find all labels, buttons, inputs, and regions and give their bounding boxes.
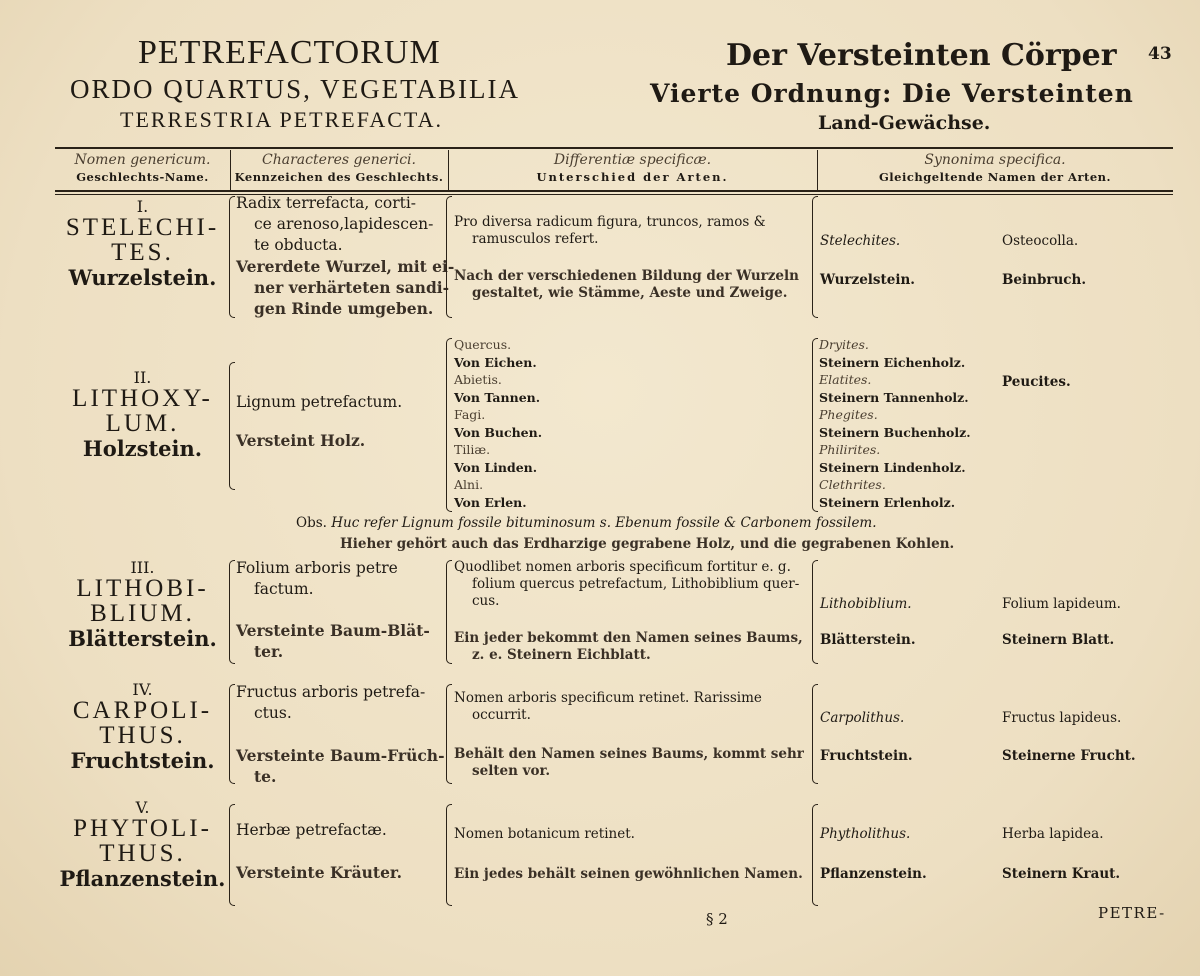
bracket xyxy=(229,804,235,906)
genus-number: II. xyxy=(133,368,152,387)
column-header-german: Gleichgeltende Namen der Arten. xyxy=(878,170,1112,184)
synonym-german-alt: Steinern Blatt. xyxy=(1002,632,1115,648)
column-header-nomen xyxy=(55,152,230,186)
text-line: Nomen arboris specificum retinet. Rarissime xyxy=(454,690,762,706)
text-line: Quodlibet nomen arboris specificum fortitur e. g. xyxy=(454,559,791,575)
text-line: Nach der verschiedenen Bildung der Wurzeln xyxy=(454,268,799,284)
synonym-latin-alt: Peucites. xyxy=(1002,374,1071,390)
list-item-latin: Tiliæ. xyxy=(454,442,491,457)
bracket xyxy=(812,338,818,512)
genus-name: CARPOLI- xyxy=(72,697,213,724)
characters-latin: Lignum petrefactum. xyxy=(236,393,403,411)
table-row-genus-4 xyxy=(55,682,230,771)
characters-german: Versteinte Kräuter. xyxy=(236,863,403,882)
characters-german xyxy=(236,745,445,787)
genus-german-name: Fruchtstein. xyxy=(70,748,215,773)
genus-number: III. xyxy=(130,558,155,577)
genus-name: PHYTOLI- xyxy=(73,815,212,842)
table-row-genus-3 xyxy=(55,560,230,649)
observation-lead: Obs. xyxy=(296,515,327,531)
latin-subtitle-2: TERRESTRIA PETREFACTA. xyxy=(120,107,443,132)
list-item-latin: Elatites. xyxy=(819,372,872,387)
differentiae-german xyxy=(454,268,799,302)
text-line: Radix terrefacta, corti- xyxy=(236,194,417,212)
synonym-latin: Carpolithus. xyxy=(820,710,905,726)
bracket xyxy=(812,804,818,906)
characters-latin: Herbæ petrefactæ. xyxy=(236,821,387,839)
differentiae-latin xyxy=(454,690,762,724)
synonym-latin: Phytholithus. xyxy=(820,826,911,842)
list-item-latin: Dryites. xyxy=(819,337,869,352)
column-header-german: Kennzeichen des Geschlechts. xyxy=(234,170,444,184)
characters-latin xyxy=(236,682,425,724)
differentiae-latin xyxy=(454,559,799,610)
text-line: ce arenoso,lapidescen- xyxy=(254,215,434,233)
differentiae-latin xyxy=(454,214,766,248)
bracket xyxy=(446,804,452,906)
column-header-german: Geschlechts-Name. xyxy=(76,170,209,184)
synonym-german: Blätterstein. xyxy=(820,632,916,648)
characters-latin xyxy=(236,558,398,600)
bracket xyxy=(812,196,818,318)
text-line: Versteinte Baum-Früch- xyxy=(236,746,445,765)
list-item-latin: Philirites. xyxy=(819,442,881,457)
text-line: cus. xyxy=(472,593,500,609)
column-header-latin: Characteres generici. xyxy=(262,152,416,168)
text-line: Fructus arboris petrefa- xyxy=(236,683,426,701)
genus-name: LUM. xyxy=(105,410,180,437)
genus-name: STELECHI- xyxy=(65,214,220,241)
text-line: Folium arboris petre xyxy=(236,559,398,577)
genus-german-name: Holzstein. xyxy=(82,436,203,461)
text-line: occurrit. xyxy=(472,707,531,723)
characters-german: Versteint Holz. xyxy=(236,431,366,450)
list-item-latin: Alni. xyxy=(454,477,484,492)
observation-note xyxy=(296,515,877,532)
differentiae-german xyxy=(454,630,803,664)
observation-latin: Huc refer Lignum fossile bituminosum s. Ebenum fossile & Carbonem fossilem. xyxy=(331,515,877,531)
text-line: Vererdete Wurzel, mit ei- xyxy=(236,257,455,276)
text-line: selten vor. xyxy=(472,763,551,779)
species-list xyxy=(454,336,542,511)
header-bottom-rule xyxy=(55,190,1173,192)
german-subtitle: Vierte Ordnung: Die Versteinten xyxy=(650,79,1134,108)
list-item-german: Von Linden. xyxy=(454,459,538,475)
genus-german-name: Pflanzenstein. xyxy=(59,866,226,891)
list-item-german: Von Tannen. xyxy=(454,389,541,405)
genus-name: TES. xyxy=(111,239,174,266)
text-line: te obducta. xyxy=(254,236,343,254)
text-line: ramusculos refert. xyxy=(472,231,599,247)
genus-name: THUS. xyxy=(99,840,186,867)
bracket xyxy=(812,560,818,664)
genus-number: I. xyxy=(136,197,149,216)
synonym-german: Fruchtstein. xyxy=(820,748,913,764)
text-line: te. xyxy=(254,767,277,786)
synonym-german-alt: Beinbruch. xyxy=(1002,272,1087,288)
latin-title: PETREFACTORUM xyxy=(138,34,441,71)
column-header-differentiae xyxy=(448,152,817,186)
characters-latin xyxy=(236,193,433,256)
synonym-latin-alt: Osteocolla. xyxy=(1002,233,1079,249)
table-row-genus-5 xyxy=(55,800,230,889)
list-item-german: Von Buchen. xyxy=(454,424,543,440)
synonym-latin-alt: Herba lapidea. xyxy=(1002,826,1104,842)
text-line: z. e. Steinern Eichblatt. xyxy=(472,647,651,663)
characters-german xyxy=(236,620,430,662)
column-header-latin: Synonima specifica. xyxy=(924,152,1066,168)
list-item-latin: Quercus. xyxy=(454,337,512,352)
text-line: Pro diversa radicum figura, truncos, ramos & xyxy=(454,214,766,230)
catchword: PETRE- xyxy=(1098,904,1166,922)
column-header-synonima xyxy=(817,152,1173,186)
genus-name: LITHOBI- xyxy=(76,575,209,602)
synonym-latin: Lithobiblium. xyxy=(820,596,912,612)
synonym-list xyxy=(819,336,971,511)
table-row-genus-2 xyxy=(55,370,230,459)
bracket xyxy=(446,196,452,318)
bracket xyxy=(446,684,452,784)
synonym-german-alt: Steinerne Frucht. xyxy=(1002,748,1136,764)
list-item-german: Steinern Buchenholz. xyxy=(819,424,971,440)
text-line: gestaltet, wie Stämme, Aeste und Zweige. xyxy=(472,285,788,301)
bracket xyxy=(446,338,452,512)
text-line: ter. xyxy=(254,642,284,661)
bracket xyxy=(229,684,235,784)
list-item-latin: Fagi. xyxy=(454,407,486,422)
text-line: folium quercus petrefactum, Lithobiblium quer- xyxy=(472,576,800,592)
signature-mark: § 2 xyxy=(706,910,728,928)
genus-name: BLIUM. xyxy=(90,600,195,627)
german-title: Der Versteinten Cörper xyxy=(726,38,1117,73)
latin-subtitle: ORDO QUARTUS, VEGETABILIA xyxy=(70,74,520,104)
bracket xyxy=(229,362,235,490)
differentiae-german: Ein jedes behält seinen gewöhnlichen Namen. xyxy=(454,866,803,882)
table-top-rule xyxy=(55,147,1173,149)
list-item-german: Von Eichen. xyxy=(454,354,537,370)
bracket xyxy=(812,684,818,784)
synonym-german-alt: Steinern Kraut. xyxy=(1002,866,1121,882)
column-header-german: Unterschied der Arten. xyxy=(536,170,729,184)
synonym-german: Wurzelstein. xyxy=(820,272,915,288)
synonym-latin-alt: Folium lapideum. xyxy=(1002,596,1121,612)
genus-name: THUS. xyxy=(99,722,186,749)
bracket xyxy=(229,196,235,318)
header-bottom-rule-2 xyxy=(55,194,1173,195)
genus-german-name: Wurzelstein. xyxy=(68,265,217,290)
list-item-german: Steinern Lindenholz. xyxy=(819,459,966,475)
characters-german xyxy=(236,256,454,319)
list-item-german: Steinern Erlenholz. xyxy=(819,494,956,510)
synonym-latin: Stelechites. xyxy=(820,233,901,249)
list-item-latin: Phegites. xyxy=(819,407,878,422)
page-number: 43 xyxy=(1148,44,1172,64)
list-item-latin: Clethrites. xyxy=(819,477,886,492)
genus-number: IV. xyxy=(132,680,153,699)
genus-number: V. xyxy=(135,798,150,817)
column-header-latin: Differentiæ specificæ. xyxy=(553,152,712,168)
column-header-characteres xyxy=(230,152,448,186)
synonym-german: Pflanzenstein. xyxy=(820,866,927,882)
list-item-german: Steinern Eichenholz. xyxy=(819,354,966,370)
bracket xyxy=(446,560,452,664)
text-line: factum. xyxy=(254,580,314,598)
text-line: ctus. xyxy=(254,704,292,722)
text-line: Versteinte Baum-Blät- xyxy=(236,621,430,640)
genus-german-name: Blätterstein. xyxy=(68,626,217,651)
list-item-latin: Abietis. xyxy=(454,372,502,387)
genus-name: LITHOXY- xyxy=(72,385,213,412)
text-line: Behält den Namen seines Baums, kommt sehr xyxy=(454,746,804,762)
german-subtitle-2: Land-Gewächse. xyxy=(818,112,991,134)
differentiae-latin: Nomen botanicum retinet. xyxy=(454,826,635,842)
table-row-genus-1 xyxy=(55,199,230,288)
column-header-latin: Nomen genericum. xyxy=(74,152,211,168)
synonym-latin-alt: Fructus lapideus. xyxy=(1002,710,1122,726)
differentiae-german xyxy=(454,746,804,780)
text-line: Ein jeder bekommt den Namen seines Baums, xyxy=(454,630,803,646)
bracket xyxy=(229,560,235,664)
list-item-german: Steinern Tannenholz. xyxy=(819,389,969,405)
text-line: gen Rinde umgeben. xyxy=(254,299,434,318)
observation-german: Hieher gehört auch das Erdharzige gegrabene Holz, und die gegrabenen Kohlen. xyxy=(340,536,955,552)
text-line: ner verhärteten sandi- xyxy=(254,278,450,297)
list-item-german: Von Erlen. xyxy=(454,494,527,510)
